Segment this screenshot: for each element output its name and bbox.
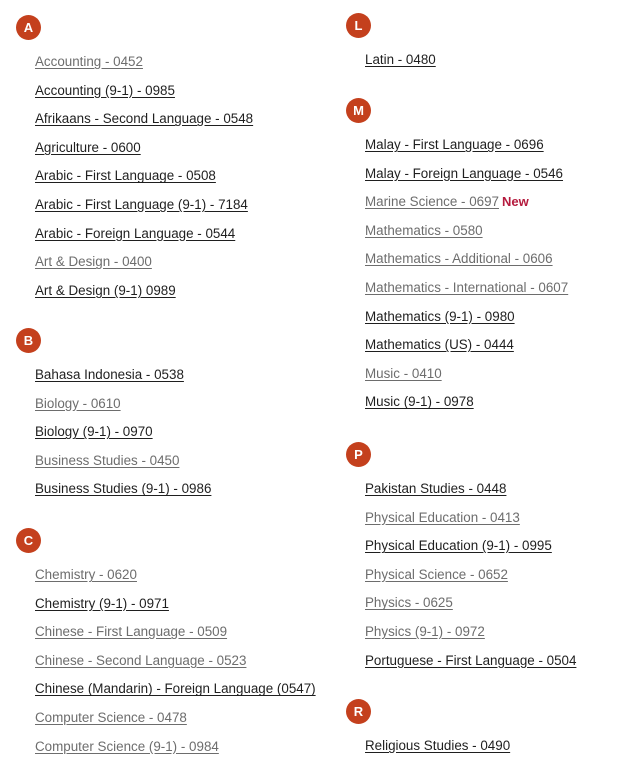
subject-link-religious-studies-0490[interactable]: Religious Studies - 0490 <box>365 738 511 753</box>
list-item <box>365 165 568 194</box>
subject-link-agriculture-0600[interactable]: Agriculture - 0600 <box>35 139 141 155</box>
list-item <box>365 393 568 422</box>
subject-link-chemistry-9-1-0971[interactable]: Chemistry (9-1) - 0971 <box>35 595 169 611</box>
subject-list <box>365 51 436 80</box>
subject-list <box>35 566 316 766</box>
letter-badge: M <box>346 98 371 123</box>
list-item <box>35 167 253 196</box>
list-item <box>35 680 316 709</box>
subject-link-mathematics-9-1-0980[interactable]: Mathematics (9-1) - 0980 <box>365 308 515 324</box>
subject-link-arabic-first-language-9-1-7184[interactable]: Arabic - First Language (9-1) - 7184 <box>35 196 248 212</box>
subject-link-chemistry-0620[interactable]: Chemistry - 0620 <box>35 567 137 582</box>
subject-link-music-9-1-0978[interactable]: Music (9-1) - 0978 <box>365 394 474 410</box>
letter-badge: B <box>16 328 41 353</box>
list-item <box>365 537 576 566</box>
list-item <box>35 196 253 225</box>
subject-link-pakistan-studies-0448[interactable]: Pakistan Studies - 0448 <box>365 481 507 496</box>
subject-link-arabic-foreign-language-0544[interactable]: Arabic - Foreign Language - 0544 <box>35 225 236 241</box>
subject-link-chinese-first-language-0509[interactable]: Chinese - First Language - 0509 <box>35 624 228 640</box>
list-item <box>365 652 576 681</box>
subject-link-physics-0625[interactable]: Physics - 0625 <box>365 595 453 611</box>
letter-badge: R <box>346 699 371 724</box>
list-item <box>365 737 510 766</box>
subject-link-mathematics-us-0444[interactable]: Mathematics (US) - 0444 <box>365 337 514 353</box>
letter-badge: A <box>16 15 41 40</box>
subject-link-mathematics-international-0607[interactable]: Mathematics - International - 0607 <box>365 279 569 295</box>
subject-link-malay-foreign-language-0546[interactable]: Malay - Foreign Language - 0546 <box>365 165 564 181</box>
subject-link-afrikaans-second-language-0548[interactable]: Afrikaans - Second Language - 0548 <box>35 111 254 127</box>
list-item <box>35 110 253 139</box>
list-item <box>35 595 316 624</box>
subject-link-physical-education-9-1-0995[interactable]: Physical Education (9-1) - 0995 <box>365 538 552 554</box>
subject-link-mathematics-0580[interactable]: Mathematics - 0580 <box>365 222 483 238</box>
subject-link-physical-education-0413[interactable]: Physical Education - 0413 <box>365 509 520 525</box>
list-item <box>35 139 253 168</box>
new-badge: New <box>501 194 529 210</box>
list-item <box>365 365 568 394</box>
list-item <box>365 623 576 652</box>
list-item <box>365 566 576 595</box>
list-item <box>35 366 211 395</box>
list-item <box>365 509 576 538</box>
list-item <box>35 395 211 424</box>
list-item <box>35 282 253 311</box>
subject-link-malay-first-language-0696[interactable]: Malay - First Language - 0696 <box>365 137 544 152</box>
list-item <box>35 452 211 481</box>
subject-link-physics-9-1-0972[interactable]: Physics (9-1) - 0972 <box>365 623 485 639</box>
subject-link-latin-0480[interactable]: Latin - 0480 <box>365 52 436 67</box>
subject-link-chinese-mandarin-foreign-language-0547[interactable]: Chinese (Mandarin) - Foreign Language (0547) <box>35 681 316 697</box>
list-item <box>365 250 568 279</box>
list-item <box>365 51 436 80</box>
subject-link-arabic-first-language-0508[interactable]: Arabic - First Language - 0508 <box>35 168 216 184</box>
subject-link-biology-9-1-0970[interactable]: Biology (9-1) - 0970 <box>35 424 153 440</box>
subject-link-marine-science-0697[interactable]: Marine Science - 0697 <box>365 194 499 210</box>
subject-link-accounting-9-1-0985[interactable]: Accounting (9-1) - 0985 <box>35 82 175 98</box>
list-item <box>365 193 568 222</box>
list-item <box>365 480 576 509</box>
letter-badge: C <box>16 528 41 553</box>
list-item <box>35 423 211 452</box>
subject-link-accounting-0452[interactable]: Accounting - 0452 <box>35 54 143 69</box>
subject-link-bahasa-indonesia-0538[interactable]: Bahasa Indonesia - 0538 <box>35 367 184 382</box>
list-item <box>35 738 316 767</box>
subject-list <box>35 53 253 310</box>
subject-link-music-0410[interactable]: Music - 0410 <box>365 365 442 381</box>
subject-link-mathematics-additional-0606[interactable]: Mathematics - Additional - 0606 <box>365 251 553 267</box>
list-item <box>365 222 568 251</box>
list-item <box>35 253 253 282</box>
list-item <box>365 308 568 337</box>
list-item <box>35 53 253 82</box>
subject-list <box>365 480 576 680</box>
list-item <box>365 279 568 308</box>
list-item <box>35 225 253 254</box>
subject-link-physical-science-0652[interactable]: Physical Science - 0652 <box>365 566 508 582</box>
subject-link-business-studies-9-1-0986[interactable]: Business Studies (9-1) - 0986 <box>35 481 212 497</box>
list-item <box>35 82 253 111</box>
list-item <box>35 709 316 738</box>
subject-link-biology-0610[interactable]: Biology - 0610 <box>35 395 121 411</box>
list-item <box>35 480 211 509</box>
subject-list <box>365 737 510 766</box>
list-item <box>365 136 568 165</box>
subject-list <box>365 136 568 422</box>
letter-badge: P <box>346 442 371 467</box>
subject-link-computer-science-0478[interactable]: Computer Science - 0478 <box>35 709 187 725</box>
subject-link-portuguese-first-language-0504[interactable]: Portuguese - First Language - 0504 <box>365 652 577 668</box>
list-item <box>365 336 568 365</box>
subject-link-business-studies-0450[interactable]: Business Studies - 0450 <box>35 452 180 468</box>
list-item <box>35 652 316 681</box>
subject-link-art-design-0400[interactable]: Art & Design - 0400 <box>35 254 152 270</box>
subject-link-computer-science-9-1-0984[interactable]: Computer Science (9-1) - 0984 <box>35 738 219 754</box>
letter-badge: L <box>346 13 371 38</box>
subject-link-chinese-second-language-0523[interactable]: Chinese - Second Language - 0523 <box>35 652 247 668</box>
subject-link-art-design-9-1-0989[interactable]: Art & Design (9-1) 0989 <box>35 282 176 298</box>
subject-list <box>35 366 211 509</box>
list-item <box>35 623 316 652</box>
list-item <box>365 594 576 623</box>
list-item <box>35 566 316 595</box>
